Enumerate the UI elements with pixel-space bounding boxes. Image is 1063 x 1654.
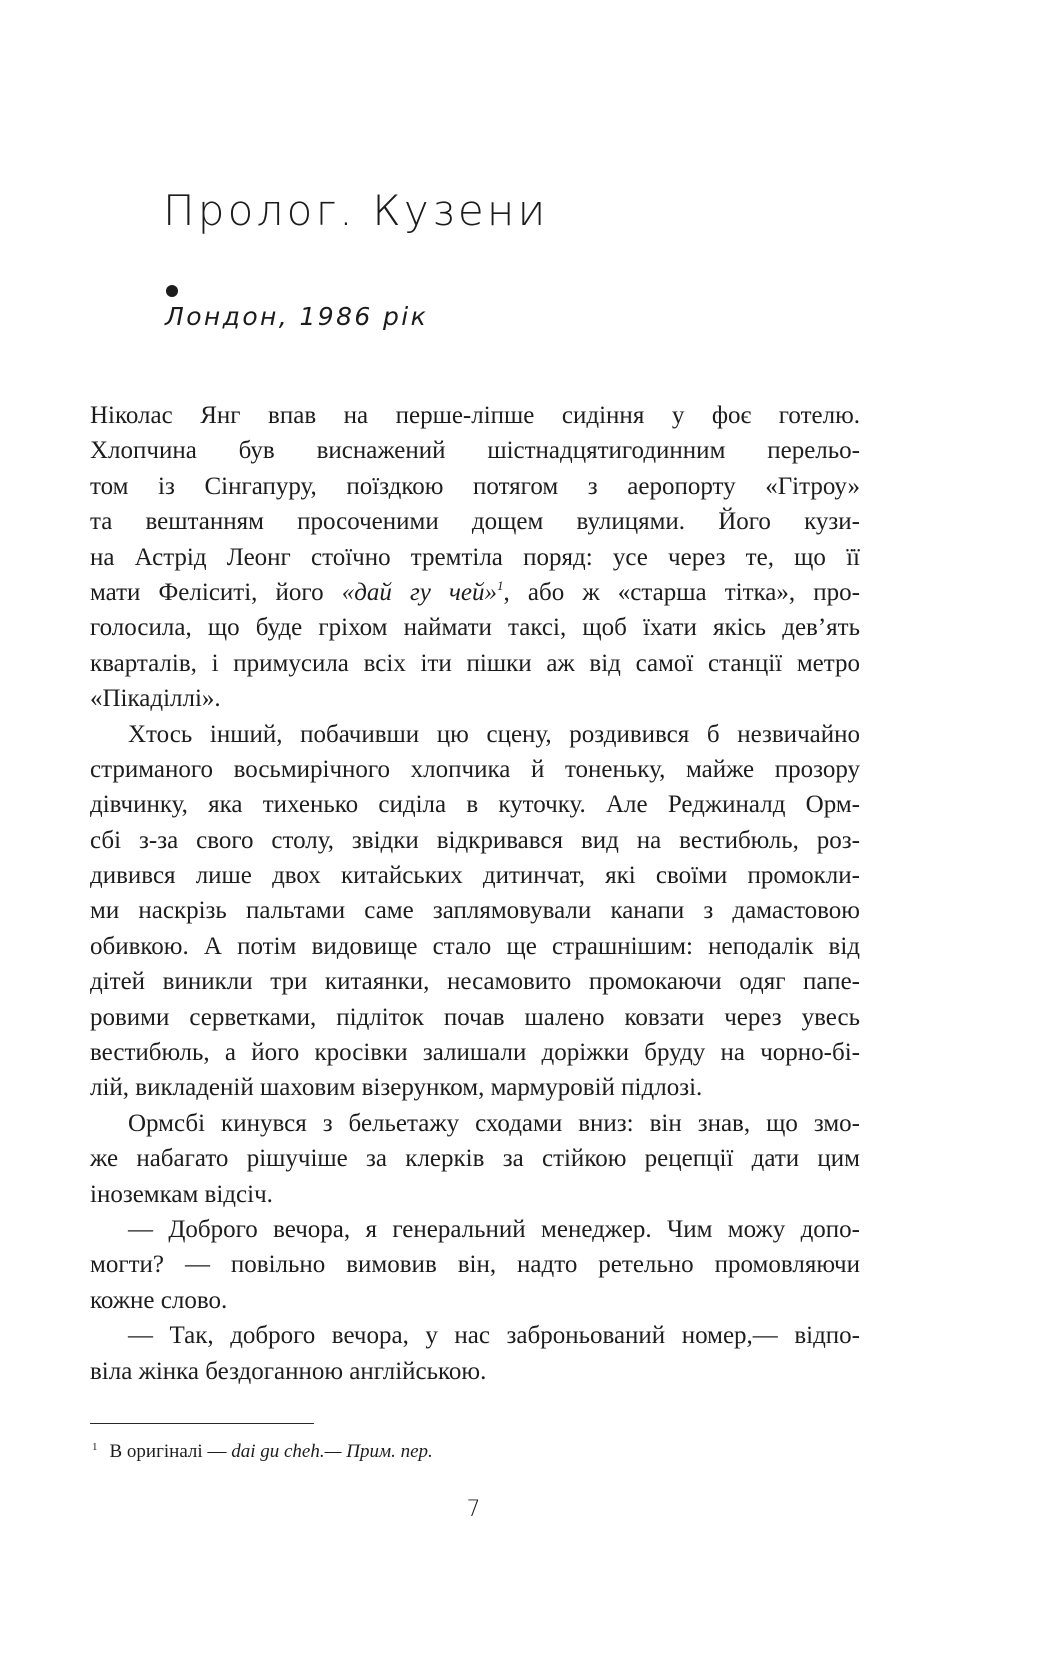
text-line: ровими серветками, підліток почав шалено ковзати через увесь [90, 1003, 860, 1031]
text-line: могти? — повільно вимовив він, надто ретельно промовляючи [90, 1251, 860, 1279]
text-line: ми наскрізь пальтами саме заплямовували канапи з дамастовою [90, 897, 860, 925]
text-line: кварталів, і примусила всіх іти пішки аж від самої станції метро [90, 649, 860, 677]
text-line: голосила, що буде гріхом наймати таксі, щоб їхати якісь дев’ять [90, 614, 860, 642]
footnote-text: В оригіналі — [109, 1441, 232, 1462]
text-line: стриманого восьмирічного хлопчика й тоненьку, майже прозору [90, 755, 860, 783]
text-line: Хтось інший, побачивши цю сцену, роздивився б незвичайно [128, 720, 860, 748]
text-line: «Пікаділлі». [90, 685, 221, 713]
chapter-subtitle: Лондон, 1986 рік [165, 302, 429, 331]
text-line: дітей виникли три китаянки, несамовито промокаючи одяг папе- [90, 968, 860, 996]
text-line: дівчинку, яка тихенько сиділа в куточку. Але Реджиналд Орм- [90, 791, 860, 819]
text-line: Ніколас Янг впав на перше-ліпше сидіння у фоє готелю. [90, 402, 860, 429]
bullet-ornament-icon [166, 285, 178, 297]
text-line: кожне слово. [90, 1286, 228, 1314]
text-line: обивкою. А потім видовище стало ще страшнішим: неподалік від [90, 932, 860, 960]
footnote [90, 1437, 433, 1467]
footnote-mark: 1 [92, 1441, 98, 1453]
text-line: на Астрід Леонг стоїчно тремтіла поряд: усе через те, що її [90, 543, 860, 571]
body-text [90, 398, 860, 1389]
text-line: том із Сінгапуру, поїздкою потягом з аеропорту «Гітроу» [90, 472, 860, 500]
text-line: сбі з-за свого столу, звідки відкривався вид на вестибюль, роз- [90, 826, 860, 854]
text-line: віла жінка бездоганною англійською. [90, 1357, 487, 1385]
text-line: лій, викладеній шаховим візерунком, мармуровій підлозі. [90, 1074, 703, 1102]
footnote-divider [90, 1423, 314, 1424]
dialogue-line: — Доброго вечора, я генеральний менеджер. Чим можу допо- [128, 1215, 860, 1243]
text-line: Хлопчина був виснажений шістнадцятигодинним перельо- [90, 437, 860, 465]
text-line: вестибюль, а його кросівки залишали доріжки бруду на чорно-бі- [90, 1039, 860, 1067]
text-line-with-footnote [90, 575, 860, 610]
text-line: дивився лише двох китайських дитинчат, які своїми промокли- [90, 862, 860, 890]
page-number: 7 [466, 1497, 481, 1522]
footnote-reference[interactable]: 1 [497, 577, 504, 593]
text-line: та вештанням просоченими дощем вулицями. Його кузи- [90, 508, 860, 536]
text-segment: мати Феліситі, його [90, 578, 342, 606]
italic-term: «дай гу чей» [341, 578, 498, 606]
dialogue-line: — Так, доброго вечора, у нас заброньований номер,— відпо- [128, 1322, 860, 1350]
footnote-italic-text: dai gu cheh.— Прим. пер. [231, 1441, 433, 1462]
text-line: же набагато рішучіше за клерків за стійкою рецепції дати цим [90, 1145, 860, 1173]
text-line: іноземкам відсіч. [90, 1180, 273, 1208]
chapter-title: Пролог. Кузени [163, 186, 549, 235]
text-segment: , або ж «старша тітка», про- [503, 578, 860, 606]
text-line: Ормсбі кинувся з бельетажу сходами вниз: він знав, що змо- [128, 1109, 860, 1137]
